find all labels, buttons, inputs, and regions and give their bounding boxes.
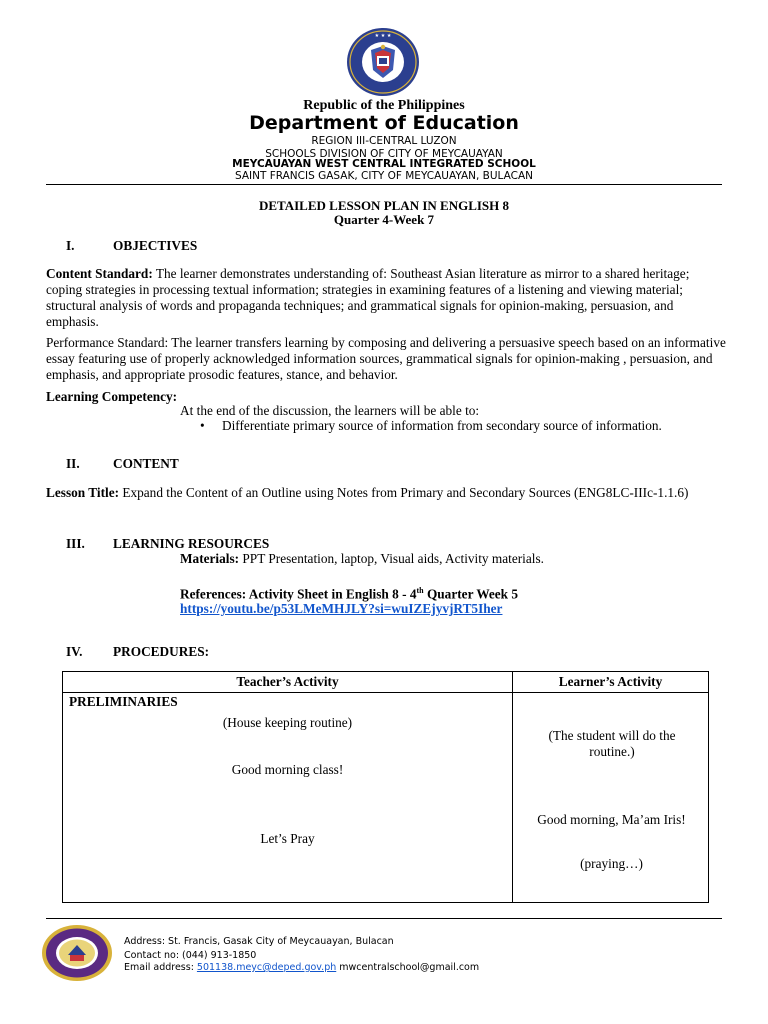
learner-routine: (The student will do the routine.) [548, 728, 676, 759]
learning-competency-label: Learning Competency: [46, 389, 178, 404]
references-post: Quarter Week 5 [423, 586, 519, 602]
footer-email [124, 962, 479, 973]
quarter-week: Quarter 4-Week 7 [333, 212, 435, 227]
content-heading: CONTENT [113, 456, 179, 471]
content-standard [46, 266, 726, 330]
materials-text: PPT Presentation, laptop, Visual aids, Activity materials. [239, 551, 544, 566]
lesson-title-label: Lesson Title: [46, 485, 120, 500]
resources-number: III. [66, 536, 85, 551]
teacher-housekeeping: (House keeping routine) [222, 715, 353, 730]
school-name: MEYCAUAYAN WEST CENTRAL INTEGRATED SCHOOL [232, 158, 536, 170]
content-number: II. [66, 456, 80, 471]
competency-intro: At the end of the discussion, the learners will be able to: [180, 403, 480, 418]
objectives-number: I. [66, 238, 75, 253]
objectives-heading: OBJECTIVES [113, 238, 198, 253]
svg-text:★ ★ ★: ★ ★ ★ [374, 33, 392, 39]
lesson-title [46, 485, 726, 501]
header-divider [46, 184, 722, 185]
competency-bullet: Differentiate primary source of information from secondary source of information. [222, 418, 662, 433]
teacher-prayer: Let’s Pray [260, 831, 315, 846]
email-secondary: mwcentralschool@gmail.com [336, 962, 480, 973]
department-name: Department of Education [249, 112, 519, 134]
procedures-table [62, 671, 709, 903]
deped-seal [339, 26, 427, 98]
preliminaries-label: PRELIMINARIES [69, 694, 178, 709]
reference-link[interactable]: https://youtu.be/p53LMeMHJLY?si=wuIZEjyvjRT5Iher [180, 601, 503, 616]
school-address: SAINT FRANCIS GASAK, CITY OF MEYCAUAYAN, BULACAN [234, 170, 534, 182]
learner-column-header: Learner’s Activity [513, 672, 709, 693]
references-sup: th [416, 586, 424, 595]
footer-contact: Contact no: (044) 913-1850 [124, 950, 257, 961]
school-logo [40, 923, 114, 983]
procedures-heading: PROCEDURES: [113, 644, 210, 659]
materials [180, 551, 544, 567]
reference-link-wrap [180, 601, 502, 617]
footer-divider [46, 918, 722, 919]
teacher-activity-cell [63, 693, 513, 903]
division: SCHOOLS DIVISION OF CITY OF MEYCAUAYAN [265, 148, 503, 160]
content-standard-text: The learner demonstrates understanding of: Southeast Asian literature as mirror to a shared heritage; coping strategies in processing textual information; strategies in examining features of a listening and viewing material; structural analysis of words and propaganda techniques; and grammatical signals for opinion-making, persuasion, and emphasis. [46, 266, 690, 329]
learner-activity-cell [513, 693, 709, 903]
performance-standard: Performance Standard: The learner transfers learning by composing and delivering a persuasive speech based on an informative essay featuring use of properly acknowledged information sources, grammatical signals for opinion-making , persuasion, and emphasis, and appropriate prosodic features, stance, and behavior. [46, 335, 726, 382]
procedures-number: IV. [66, 644, 83, 659]
references [180, 586, 518, 602]
teacher-greeting: Good morning class! [231, 762, 344, 777]
references-text: References: Activity Sheet in English 8 - 4 [180, 586, 417, 602]
competency-bullet-mark: • [200, 418, 205, 433]
content-standard-label: Content Standard: [46, 266, 153, 281]
email-label: Email address: [124, 962, 197, 973]
region: REGION III-CENTRAL LUZON [311, 135, 457, 147]
lesson-plan-title: DETAILED LESSON PLAN IN ENGLISH 8 [258, 198, 510, 213]
learner-greeting: Good morning, Ma’am Iris! [537, 812, 686, 827]
materials-label: Materials: [180, 551, 240, 566]
footer-address: Address: St. Francis, Gasak City of Meycauayan, Bulacan [124, 936, 394, 947]
lesson-title-text: Expand the Content of an Outline using Notes from Primary and Secondary Sources (ENG8LC-IIIc-1.1.6) [119, 485, 689, 500]
resources-heading: LEARNING RESOURCES [113, 536, 270, 551]
teacher-column-header: Teacher’s Activity [63, 672, 513, 693]
learner-praying: (praying…) [580, 856, 643, 871]
country-name: Republic of the Philippines [303, 98, 465, 113]
email-link[interactable]: 501138.meyc@deped.gov.ph [196, 962, 337, 973]
